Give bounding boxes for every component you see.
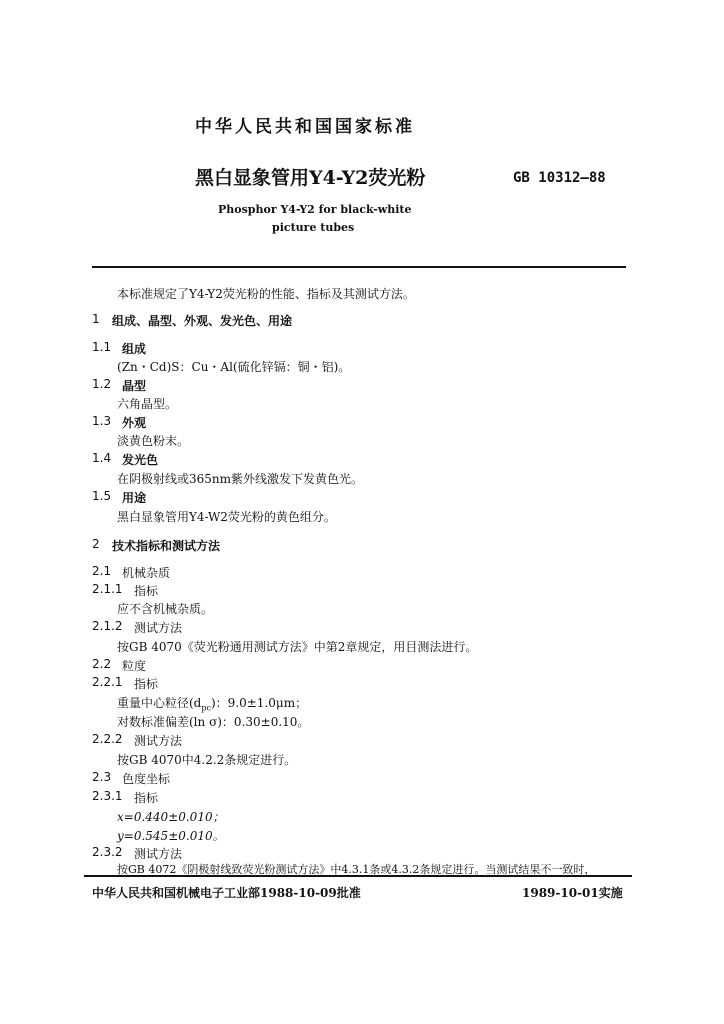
- section-1-1-text: (Zn・Cd)S：Cu・Al(硫化锌镉：铜・铝)。: [117, 360, 351, 374]
- section-1-2-number: 1.2: [92, 377, 112, 391]
- section-1-1-title: 组成: [122, 342, 147, 356]
- standard-number: GB 10312—88: [513, 170, 606, 186]
- english-title-line2: picture tubes: [272, 221, 355, 234]
- section-1-3-title: 外观: [122, 416, 147, 430]
- section-2-3-2-number: 2.3.2: [92, 845, 123, 859]
- section-2-1-number: 2.1: [92, 564, 112, 578]
- section-1-5-title: 用途: [122, 491, 147, 505]
- intro-paragraph: 本标准规定了Y4-Y2荧光粉的性能、指标及其测试方法。: [117, 287, 415, 301]
- section-2-1-2-text: 按GB 4070《荧光粉通用测试方法》中第2章规定，用目测法进行。: [117, 640, 478, 654]
- section-2-3-1-number: 2.3.1: [92, 789, 123, 803]
- section-2-2-title: 粒度: [122, 659, 147, 673]
- english-title-line1: Phosphor Y4-Y2 for black-white: [218, 203, 412, 216]
- section-2-3-1-text2: y=0.545±0.010。: [117, 829, 225, 843]
- section-1-number: 1: [92, 312, 100, 326]
- section-2-3-number: 2.3: [92, 770, 112, 784]
- section-2-1-1-text: 应不含机械杂质。: [117, 602, 214, 616]
- document-title: 黑白显象管用Y4-Y2荧光粉: [195, 167, 426, 189]
- implementation-date: 1989-10-01实施: [522, 886, 623, 900]
- section-2-1-2-title: 测试方法: [134, 621, 183, 635]
- section-2-number: 2: [92, 537, 100, 551]
- section-1-1-number: 1.1: [92, 340, 112, 354]
- particle-size-subscript: pc: [201, 703, 211, 713]
- footer-divider: [84, 875, 632, 877]
- particle-size-label: 重量中心粒径(d: [117, 696, 202, 710]
- section-1-5-number: 1.5: [92, 489, 112, 503]
- section-2-3-1-title: 指标: [134, 791, 159, 805]
- section-2-3-1-text1: x=0.440±0.010；: [117, 810, 225, 824]
- section-2-2-1-text2: 对数标准偏差(ln σ)：0.30±0.10。: [117, 715, 310, 729]
- section-2-3-title: 色度坐标: [122, 772, 171, 786]
- section-1-2-text: 六角晶型。: [117, 397, 178, 411]
- section-1-4-text: 在阴极射线或365nm紫外线激发下发黄色光。: [117, 472, 364, 486]
- section-2-2-2-number: 2.2.2: [92, 732, 123, 746]
- section-2-3-2-title: 测试方法: [134, 847, 183, 861]
- section-1-3-text: 淡黄色粉末。: [117, 434, 190, 448]
- header-divider: [92, 266, 626, 268]
- section-1-4-title: 发光色: [122, 453, 159, 467]
- section-1-3-number: 1.3: [92, 414, 112, 428]
- section-2-2-1-number: 2.2.1: [92, 675, 123, 689]
- section-1-5-text: 黑白显象管用Y4-W2荧光粉的黄色组分。: [117, 510, 336, 524]
- section-2-2-2-text: 按GB 4070中4.2.2条规定进行。: [117, 753, 297, 767]
- section-1-title: 组成、晶型、外观、发光色、用途: [112, 314, 293, 328]
- section-2-2-1-text1: [117, 694, 307, 712]
- particle-size-value: )：9.0±1.0μm；: [210, 696, 308, 710]
- section-1-4-number: 1.4: [92, 451, 112, 465]
- section-2-2-number: 2.2: [92, 657, 112, 671]
- section-2-title: 技术指标和测试方法: [112, 539, 221, 553]
- section-2-1-1-number: 2.1.1: [92, 582, 123, 596]
- section-2-3-2-text: 按GB 4072《阴极射线致荧光粉测试方法》中4.3.1条或4.3.2条规定进行。当测试结果不一致时，: [117, 863, 596, 876]
- issuing-body-header: 中华人民共和国国家标准: [195, 117, 415, 137]
- section-1-2-title: 晶型: [122, 379, 147, 393]
- section-2-1-2-number: 2.1.2: [92, 619, 123, 633]
- section-2-2-1-title: 指标: [134, 677, 159, 691]
- approval-statement: 中华人民共和国机械电子工业部1988-10-09批准: [92, 886, 361, 900]
- section-2-1-1-title: 指标: [134, 584, 159, 598]
- section-2-2-2-title: 测试方法: [134, 734, 183, 748]
- section-2-1-title: 机械杂质: [122, 566, 171, 580]
